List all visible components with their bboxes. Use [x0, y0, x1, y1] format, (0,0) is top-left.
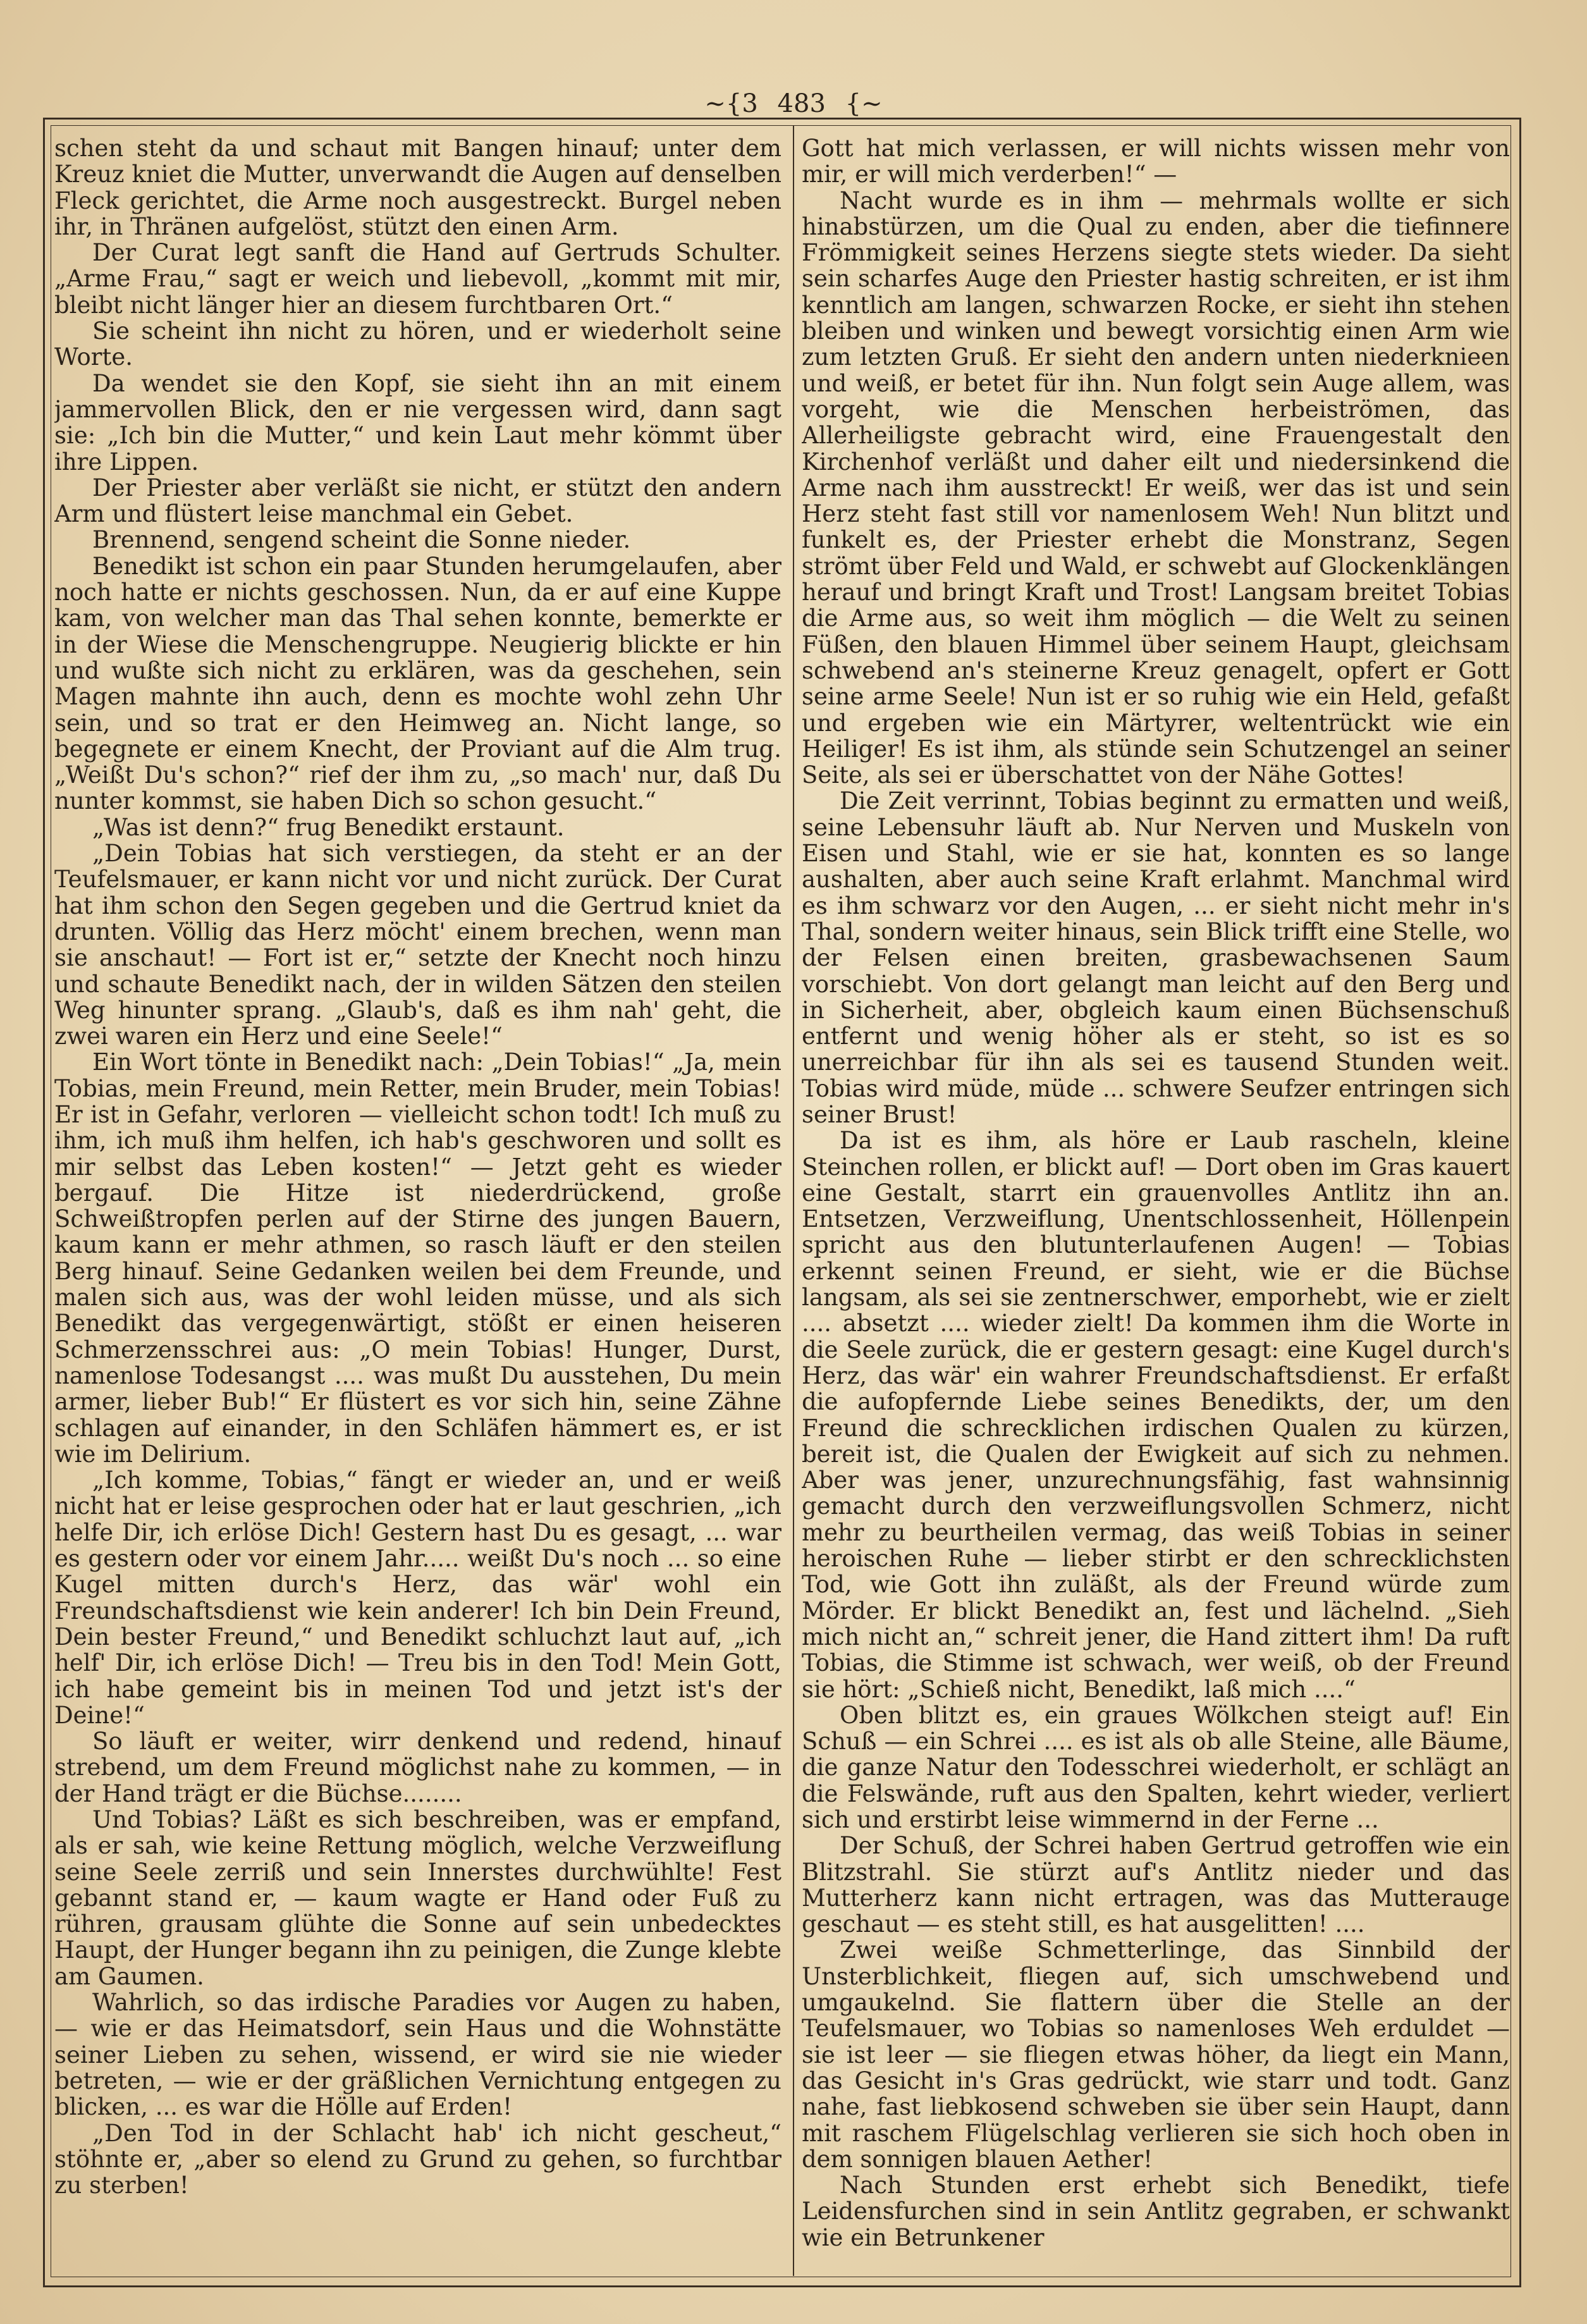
paragraph: Die Zeit verrinnt, Tobias beginnt zu ermatten und weiß, seine Lebensuhr läuft ab. Nur Nerven und Muskeln von Eisen und Stahl, wie er sie hat, konnten es so lange aushalten, aber auch seine Kraft erlahmt. Manchmal wird es ihm schwarz vor den Augen, ... er sieht nicht mehr in's Thal, sondern weiter hinaus, sein Blick trifft eine Stelle, wo der Felsen einen breiten, grasbewachsenen Saum vorschiebt. Von dort gelangt man leicht auf den Berg und in Sicherheit, aber, obgleich kaum einen Büchsenschuß entfernt und wenig höher als er steht, so ist es so unerreichbar für ihn als sei es tausend Stunden weit. Tobias wird müde, müde ... schwere Seufzer entringen sich seiner Brust!	[802, 787, 1510, 1128]
paragraph: „Dein Tobias hat sich verstiegen, da steht er an der Teufelsmauer, er kann nicht vor und nicht zurück. Der Curat hat ihm schon den Segen gegeben und die Gertrud kniet da drunten. Völlig das Herz möcht' einem brechen, wenn man sie anschaut! — Fort ist er,“ setzte der Knecht noch hinzu und schaute Benedikt nach, der in wilden Sätzen den steilen Weg hinunter sprang. „Glaub's, daß es ihm nah' geht, die zwei waren ein Herz und eine Seele!“	[54, 840, 781, 1050]
paragraph: Der Priester aber verläßt sie nicht, er stützt den andern Arm und flüstert leise manchmal ein Gebet.	[54, 474, 781, 528]
paragraph: schen steht da und schaut mit Bangen hinauf; unter dem Kreuz kniet die Mutter, unverwandt die Augen auf denselben Fleck gerichtet, die Arme noch ausgestreckt. Burgel neben ihr, in Thränen aufgelöst, stützt den einen Arm.	[54, 135, 781, 240]
paragraph: Sie scheint ihn nicht zu hören, und er wiederholt seine Worte.	[54, 317, 781, 371]
paragraph: Ein Wort tönte in Benedikt nach: „Dein Tobias!“ „Ja, mein Tobias, mein Freund, mein Retter, mein Bruder, mein Tobias! Er ist in Gefahr, verloren — vielleicht schon todt! Ich muß zu ihm, ich muß ihm helfen, ich hab's geschworen und sollt es mir selbst das Leben kosten!“ — Jetzt geht es wieder bergauf. Die Hitze ist niederdrückend, große Schweißtropfen perlen auf der Stirne des jungen Bauern, kaum kann er mehr athmen, so rasch läuft er den steilen Berg hinauf. Seine Gedanken weilen bei dem Freunde, und malen sich aus, was der wohl leiden müsse, und als sich Benedikt das vergegenwärtigt, stößt er einen heiseren Schmerzensschrei aus: „O mein Tobias! Hunger, Durst, namenlose Todesangst .... was mußt Du ausstehen, Du mein armer, lieber Bub!“ Er flüstert es vor sich hin, seine Zähne schlagen auf einander, in den Schläfen hämmert es, er ist wie im Delirium.	[54, 1048, 781, 1468]
column-divider	[793, 125, 794, 2276]
paragraph: Zwei weiße Schmetterlinge, das Sinnbild der Unsterblichkeit, fliegen auf, sich umschwebend und umgaukelnd. Sie flattern über die Stelle an der Teufelsmauer, wo Tobias so namenloses Weh erduldet — sie ist leer — sie fliegen etwas höher, da liegt ein Mann, das Gesicht in's Gras gedrückt, wie starr und todt. Ganz nahe, fast liebkosend schweben sie über sein Haupt, dann mit raschem Flügelschlag verlieren sie sich hoch oben in dem sonnigen blauen Aether!	[802, 1936, 1510, 2173]
left-column	[54, 135, 781, 2266]
ornament-right: {~	[845, 89, 883, 118]
paragraph: Und Tobias? Läßt es sich beschreiben, was er empfand, als er sah, wie keine Rettung möglich, welche Verzweiflung seine Seele zerriß und sein Innerstes durchwühlte! Fest gebannt stand er, — kaum wagte er Hand oder Fuß zu rühren, grausam glühte die Sonne auf sein unbedecktes Haupt, der Hunger begann ihn zu peinigen, die Zunge klebte am Gaumen.	[54, 1806, 781, 1990]
paragraph: „Den Tod in der Schlacht hab' ich nicht gescheut,“ stöhnte er, „aber so elend zu Grund zu gehen, so furchtbar zu sterben!	[54, 2119, 781, 2199]
right-column	[802, 135, 1510, 2266]
paragraph: So läuft er weiter, wirr denkend und redend, hinauf strebend, um dem Freund möglichst nahe zu kommen, — in der Hand trägt er die Büchse........	[54, 1728, 781, 1807]
paragraph: Nacht wurde es in ihm — mehrmals wollte er sich hinabstürzen, um die Qual zu enden, aber die tiefinnere Frömmigkeit seines Herzens siegte stets wieder. Da sieht sein scharfes Auge den Priester hastig schreiten, er ist ihm kenntlich am langen, schwarzen Rocke, er sieht ihn stehen bleiben und winken und bewegt vorsichtig einen Arm wie zum letzten Gruß. Er sieht den andern unten niederknieen und weiß, er betet für ihn. Nun folgt sein Auge allem, was vorgeht, wie die Menschen herbeiströmen, das Allerheiligste gebracht wird, eine Frauengestalt den Kirchenhof verläßt und daher eilt und niedersinkend die Arme nach ihm ausstreckt! Er weiß, wer das ist und sein Herz steht fast still vor namenlosem Weh! Nun blitzt und funkelt es, der Priester erhebt die Monstranz, Segen strömt über Feld und Wald, er schwebt auf Glockenklängen herauf und bringt Kraft und Trost! Langsam breitet Tobias die Arme aus, so weit ihm möglich — die Welt zu seinen Füßen, den blauen Himmel über seinem Haupt, gleichsam schwebend an's steinerne Kreuz genagelt, opfert er Gott seine arme Seele! Nun ist er so ruhig wie ein Held, gefaßt und ergeben wie ein Märtyrer, weltentrückt wie ein Heiliger! Es ist ihm, als stünde sein Schutzengel an seiner Seite, als sei er überschattet von der Nähe Gottes!	[802, 187, 1510, 789]
paragraph: „Ich komme, Tobias,“ fängt er wieder an, und er weiß nicht hat er leise gesprochen oder hat er laut geschrien, „ich helfe Dir, ich erlöse Dich! Gestern hast Du es gesagt, ... war es gestern oder vor einem Jahr..... weißt Du's noch ... so eine Kugel mitten durch's Herz, das wär' wohl ein Freundschaftsdienst wie kein anderer! Ich bin Dein Freund, Dein bester Freund,“ und Benedikt schluchzt laut auf, „ich helf' Dir, ich erlöse Dich! — Treu bis in den Tod! Mein Gott, ich habe gemeint bis in meinen Tod und jetzt ist's der Deine!“	[54, 1466, 781, 1729]
page-number: 483	[777, 89, 826, 118]
paragraph: „Was ist denn?“ frug Benedikt erstaunt.	[92, 813, 565, 841]
paragraph: Benedikt ist schon ein paar Stunden herumgelaufen, aber noch hatte er nichts geschossen. Nun, da er auf eine Kuppe kam, von welcher man das Thal sehen konnte, bemerkte er in der Wiese die Menschengruppe. Neugierig blickte er hin und wußte sich nicht zu erklären, was da geschehen, sein Magen mahnte ihn auch, denn es mochte wohl zehn Uhr sein, und so trat er den Heimweg an. Nicht lange, so begegnete er einem Knecht, der Proviant auf die Alm trug. „Weißt Du's schon?“ rief der ihm zu, „so mach' nur, daß Du nunter kommst, sie haben Dich so schon gesucht.“	[54, 552, 781, 815]
page-header	[0, 85, 1587, 123]
ornament-left: ~{3	[704, 89, 758, 118]
paragraph: Brennend, sengend scheint die Sonne nieder.	[92, 526, 631, 554]
paragraph: Wahrlich, so das irdische Paradies vor Augen zu haben, — wie er das Heimatsdorf, sein Haus und die Wohnstätte seiner Lieben zu sehen, wissend, er wird sie nie wieder betreten, — wie er der gräßlichen Vernichtung entgegen zu blicken, ... es war die Hölle auf Erden!	[54, 1989, 781, 2121]
paragraph: Da wendet sie den Kopf, sie sieht ihn an mit einem jammervollen Blick, den er nie vergessen wird, dann sagt sie: „Ich bin die Mutter,“ und kein Laut mehr kömmt über ihre Lippen.	[54, 369, 781, 476]
paragraph: Der Schuß, der Schrei haben Gertrud getroffen wie ein Blitzstrahl. Sie stürzt auf's Antlitz nieder und das Mutterherz kann nicht ertragen, was das Mutterauge geschaut — es steht still, es hat ausgelitten! ....	[802, 1832, 1510, 1938]
paragraph: Der Curat legt sanft die Hand auf Gertruds Schulter. „Arme Frau,“ sagt er weich und liebevoll, „kommt mit mir, bleibt nicht länger hier an diesem furchtbaren Ort.“	[54, 239, 781, 319]
paragraph: Gott hat mich verlassen, er will nichts wissen mehr von mir, er will mich verderben!“ —	[802, 135, 1510, 188]
paragraph: Oben blitzt es, ein graues Wölkchen steigt auf! Ein Schuß — ein Schrei .... es ist als ob alle Steine, alle Bäume, die ganze Natur den Todesschrei wiederholt, er schlägt an die Felswände, ruft aus den Spalten, kehrt wieder, verliert sich und erstirbt leise wimmernd in der Ferne ...	[802, 1701, 1510, 1833]
paragraph: Nach Stunden erst erhebt sich Benedikt, tiefe Leidensfurchen sind in sein Antlitz gegraben, er schwankt wie ein Betrunkener	[802, 2172, 1510, 2251]
paragraph: Da ist es ihm, als höre er Laub rascheln, kleine Steinchen rollen, er blickt auf! — Dort oben im Gras kauert eine Gestalt, starrt ein grauenvolles Antlitz ihn an. Entsetzen, Verzweiflung, Unentschlossenheit, Höllenpein spricht aus den blutunterlaufenen Augen! — Tobias erkennt seinen Freund, er sieht, wie er die Büchse langsam, als sei sie zentnerschwer, emporhebt, wie er zielt .... absetzt .... wieder zielt! Da kommen ihm die Worte in die Seele zurück, die er gestern gesagt: eine Kugel durch's Herz, das wär' ein wahrer Freundschaftsdienst. Er erfaßt die aufopfernde Liebe seines Benedikts, der, um den Freund die schrecklichen irdischen Qualen zu kürzen, bereit ist, die Qualen der Ewigkeit auf sich zu nehmen. Aber was jener, unzurechnungsfähig, fast wahnsinnig gemacht durch den verzweiflungsvollen Schmerz, nicht mehr zu beurtheilen vermag, das weiß Tobias in seiner heroischen Ruhe — lieber stirbt er den schrecklichsten Tod, wie Gott ihn zuläßt, als der Freund würde zum Mörder. Er blickt Benedikt an, fest und lächelnd. „Sieh mich nicht an,“ schreit jener, die Hand zittert ihm! Da ruft Tobias, die Stimme ist schwach, wer weiß, ob der Freund sie hört: „Schieß nicht, Benedikt, laß mich ....“	[802, 1127, 1510, 1703]
